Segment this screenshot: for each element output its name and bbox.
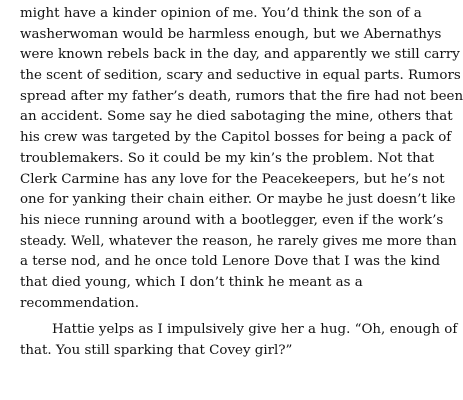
body-text <box>20 4 463 362</box>
text-line: might have a kinder opinion of me. You’d think the son of a <box>20 6 422 21</box>
text-line: were known rebels back in the day, and apparently we still carry <box>20 47 460 63</box>
text-line: Clerk Carmine has any love for the Peacekeepers, but he’s not <box>20 171 445 187</box>
text-line: Hattie yelps as I impulsively give her a hug. “Oh, enough of <box>52 322 458 338</box>
text-line: a terse nod, and he once told Lenore Dove that I was the kind <box>20 254 441 270</box>
text-line: steady. Well, whatever the reason, he rarely gives me more than <box>20 233 457 249</box>
text-line: an accident. Some say he died sabotaging the mine, others that <box>20 109 453 125</box>
text-line: that. You still sparking that Covey girl?” <box>20 343 293 358</box>
paragraph-2 <box>20 320 458 361</box>
text-line: his niece running around with a bootlegger, even if the work’s <box>20 212 444 228</box>
text-line: the scent of sedition, scary and seductive in equal parts. Rumors <box>20 68 461 84</box>
text-line: recommendation. <box>20 295 139 311</box>
text-line: spread after my father’s death, rumors that the fire had not been <box>20 88 463 104</box>
text-line: his crew was targeted by the Capitol bosses for being a pack of <box>20 130 452 146</box>
text-line: one for yanking their chain either. Or maybe he just doesn’t like <box>20 192 456 208</box>
text-line: troublemakers. So it could be my kin’s the problem. Not that <box>20 150 435 166</box>
text-line: that died young, which I don’t think he meant as a <box>20 274 363 290</box>
paragraph-1 <box>20 4 463 314</box>
text-line: washerwoman would be harmless enough, but we Abernathys <box>20 26 442 42</box>
